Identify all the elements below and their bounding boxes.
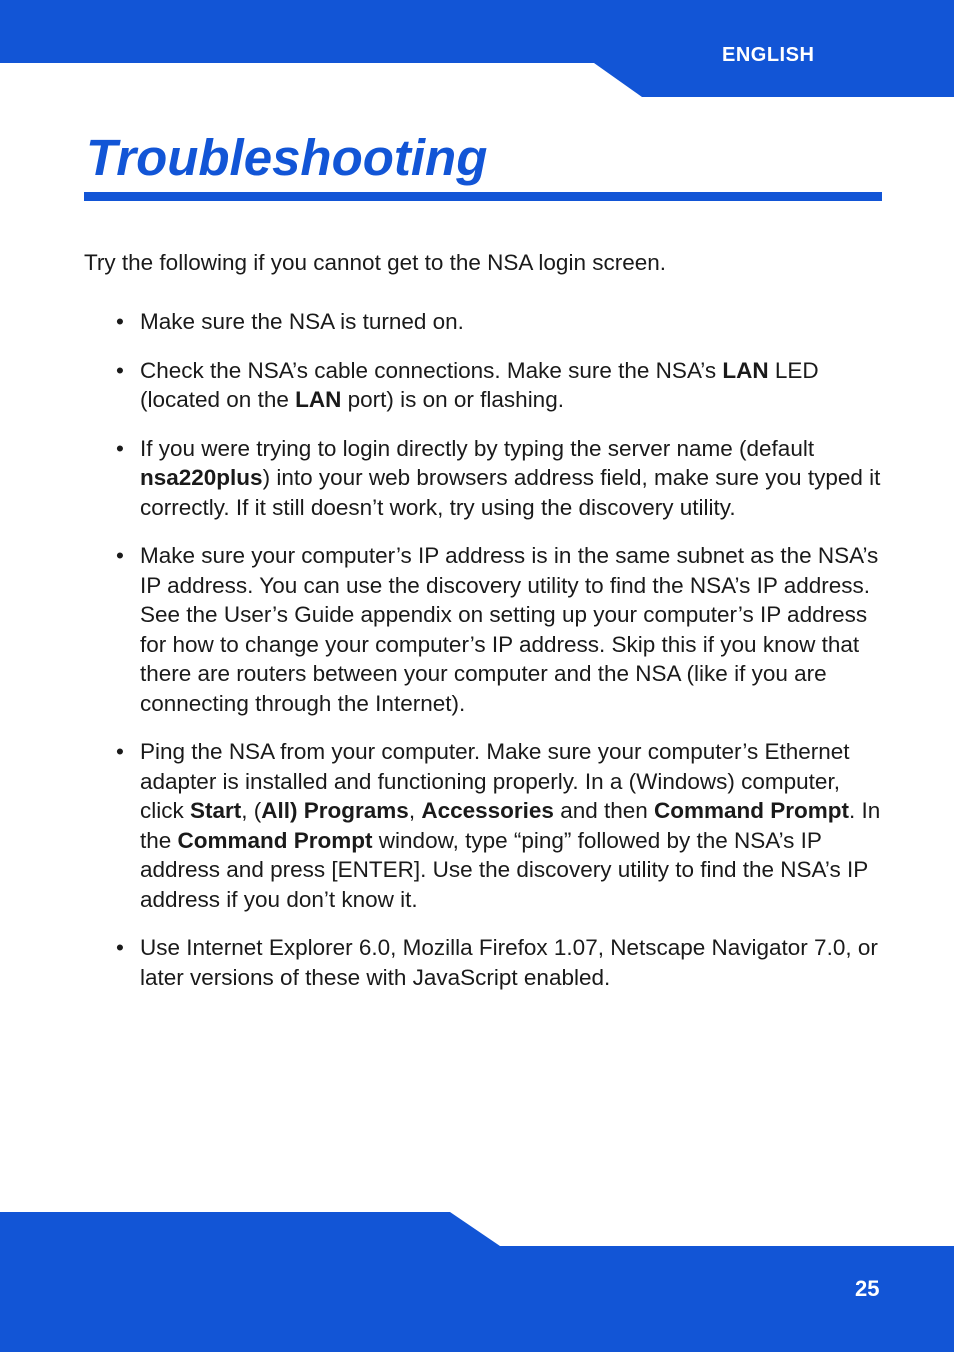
bold-term: Start [190, 798, 242, 823]
item-text: and then [553, 798, 655, 823]
item-text: Ping the NSA from your computer. Make sure your computer’s Ethernet adapter is installed and functioning properly. In a (Windows) computer, click [140, 739, 850, 823]
bullet-marker: • [116, 739, 124, 764]
bullet-marker: • [116, 309, 124, 334]
title-underline [84, 192, 882, 201]
list-item [116, 541, 886, 718]
bullet-marker: • [116, 357, 124, 383]
item-text: Make sure your computer’s IP address is in the same subnet as the NSA’s IP address. You can use the discovery utility to find the NSA’s IP address. See the User’s Guide appendix on setting up your computer’s IP address for how to change your computer’s IP address. Skip this if you know that there are routers between your computer and the NSA (like if you are connecting through the Internet). [140, 543, 879, 716]
bold-term: Accessories [421, 798, 554, 823]
item-text: Check the NSA’s cable connections. Make sure the NSA’s [140, 357, 723, 383]
item-text: , ( [241, 798, 262, 823]
list-item [116, 933, 886, 992]
item-text: If you were trying to login directly by typing the server name (default [140, 435, 815, 461]
intro-text: Try the following if you cannot get to the NSA login screen. [84, 250, 666, 275]
footer-band [0, 1210, 954, 1352]
item-text: Make sure the NSA is turned on. [140, 309, 464, 334]
page-number: 25 [855, 1276, 880, 1301]
item-text: LED (located on the [140, 357, 819, 412]
item-text: port) is on or flashing. [341, 387, 564, 412]
bullet-marker: • [116, 935, 124, 960]
list-item [116, 434, 886, 523]
item-text: Use Internet Explorer 6.0, Mozilla Firefox 1.07, Netscape Navigator 7.0, or later versions of these with JavaScript enabled. [140, 935, 878, 990]
language-label: ENGLISH [722, 44, 815, 66]
page-title: Troubleshooting [86, 129, 488, 186]
bold-term: All) Programs [261, 798, 409, 823]
list-item [116, 356, 886, 415]
bold-term: Command Prompt [177, 827, 373, 853]
item-text: window, type “ping” followed by the NSA’s IP address and press [ENTER]. Use the discovery utility to find the NSA’s IP address if you don’t know it. [140, 827, 868, 912]
footer-band-shape [0, 1210, 954, 1352]
item-text: . In the [140, 798, 881, 853]
bold-term: LAN [295, 387, 342, 412]
bullet-marker: • [116, 435, 124, 461]
list-item [116, 307, 886, 337]
troubleshooting-list [116, 307, 886, 1011]
bold-term: nsa220plus [140, 465, 263, 490]
bullet-marker: • [116, 543, 124, 568]
list-item [116, 737, 886, 914]
bold-term: Command Prompt [654, 798, 850, 823]
bold-term: LAN [722, 357, 769, 383]
item-text: , [408, 798, 422, 823]
item-text: ) into your web browsers address field, make sure you typed it correctly. If it still doesn’t work, try using the discovery utility. [140, 465, 881, 520]
